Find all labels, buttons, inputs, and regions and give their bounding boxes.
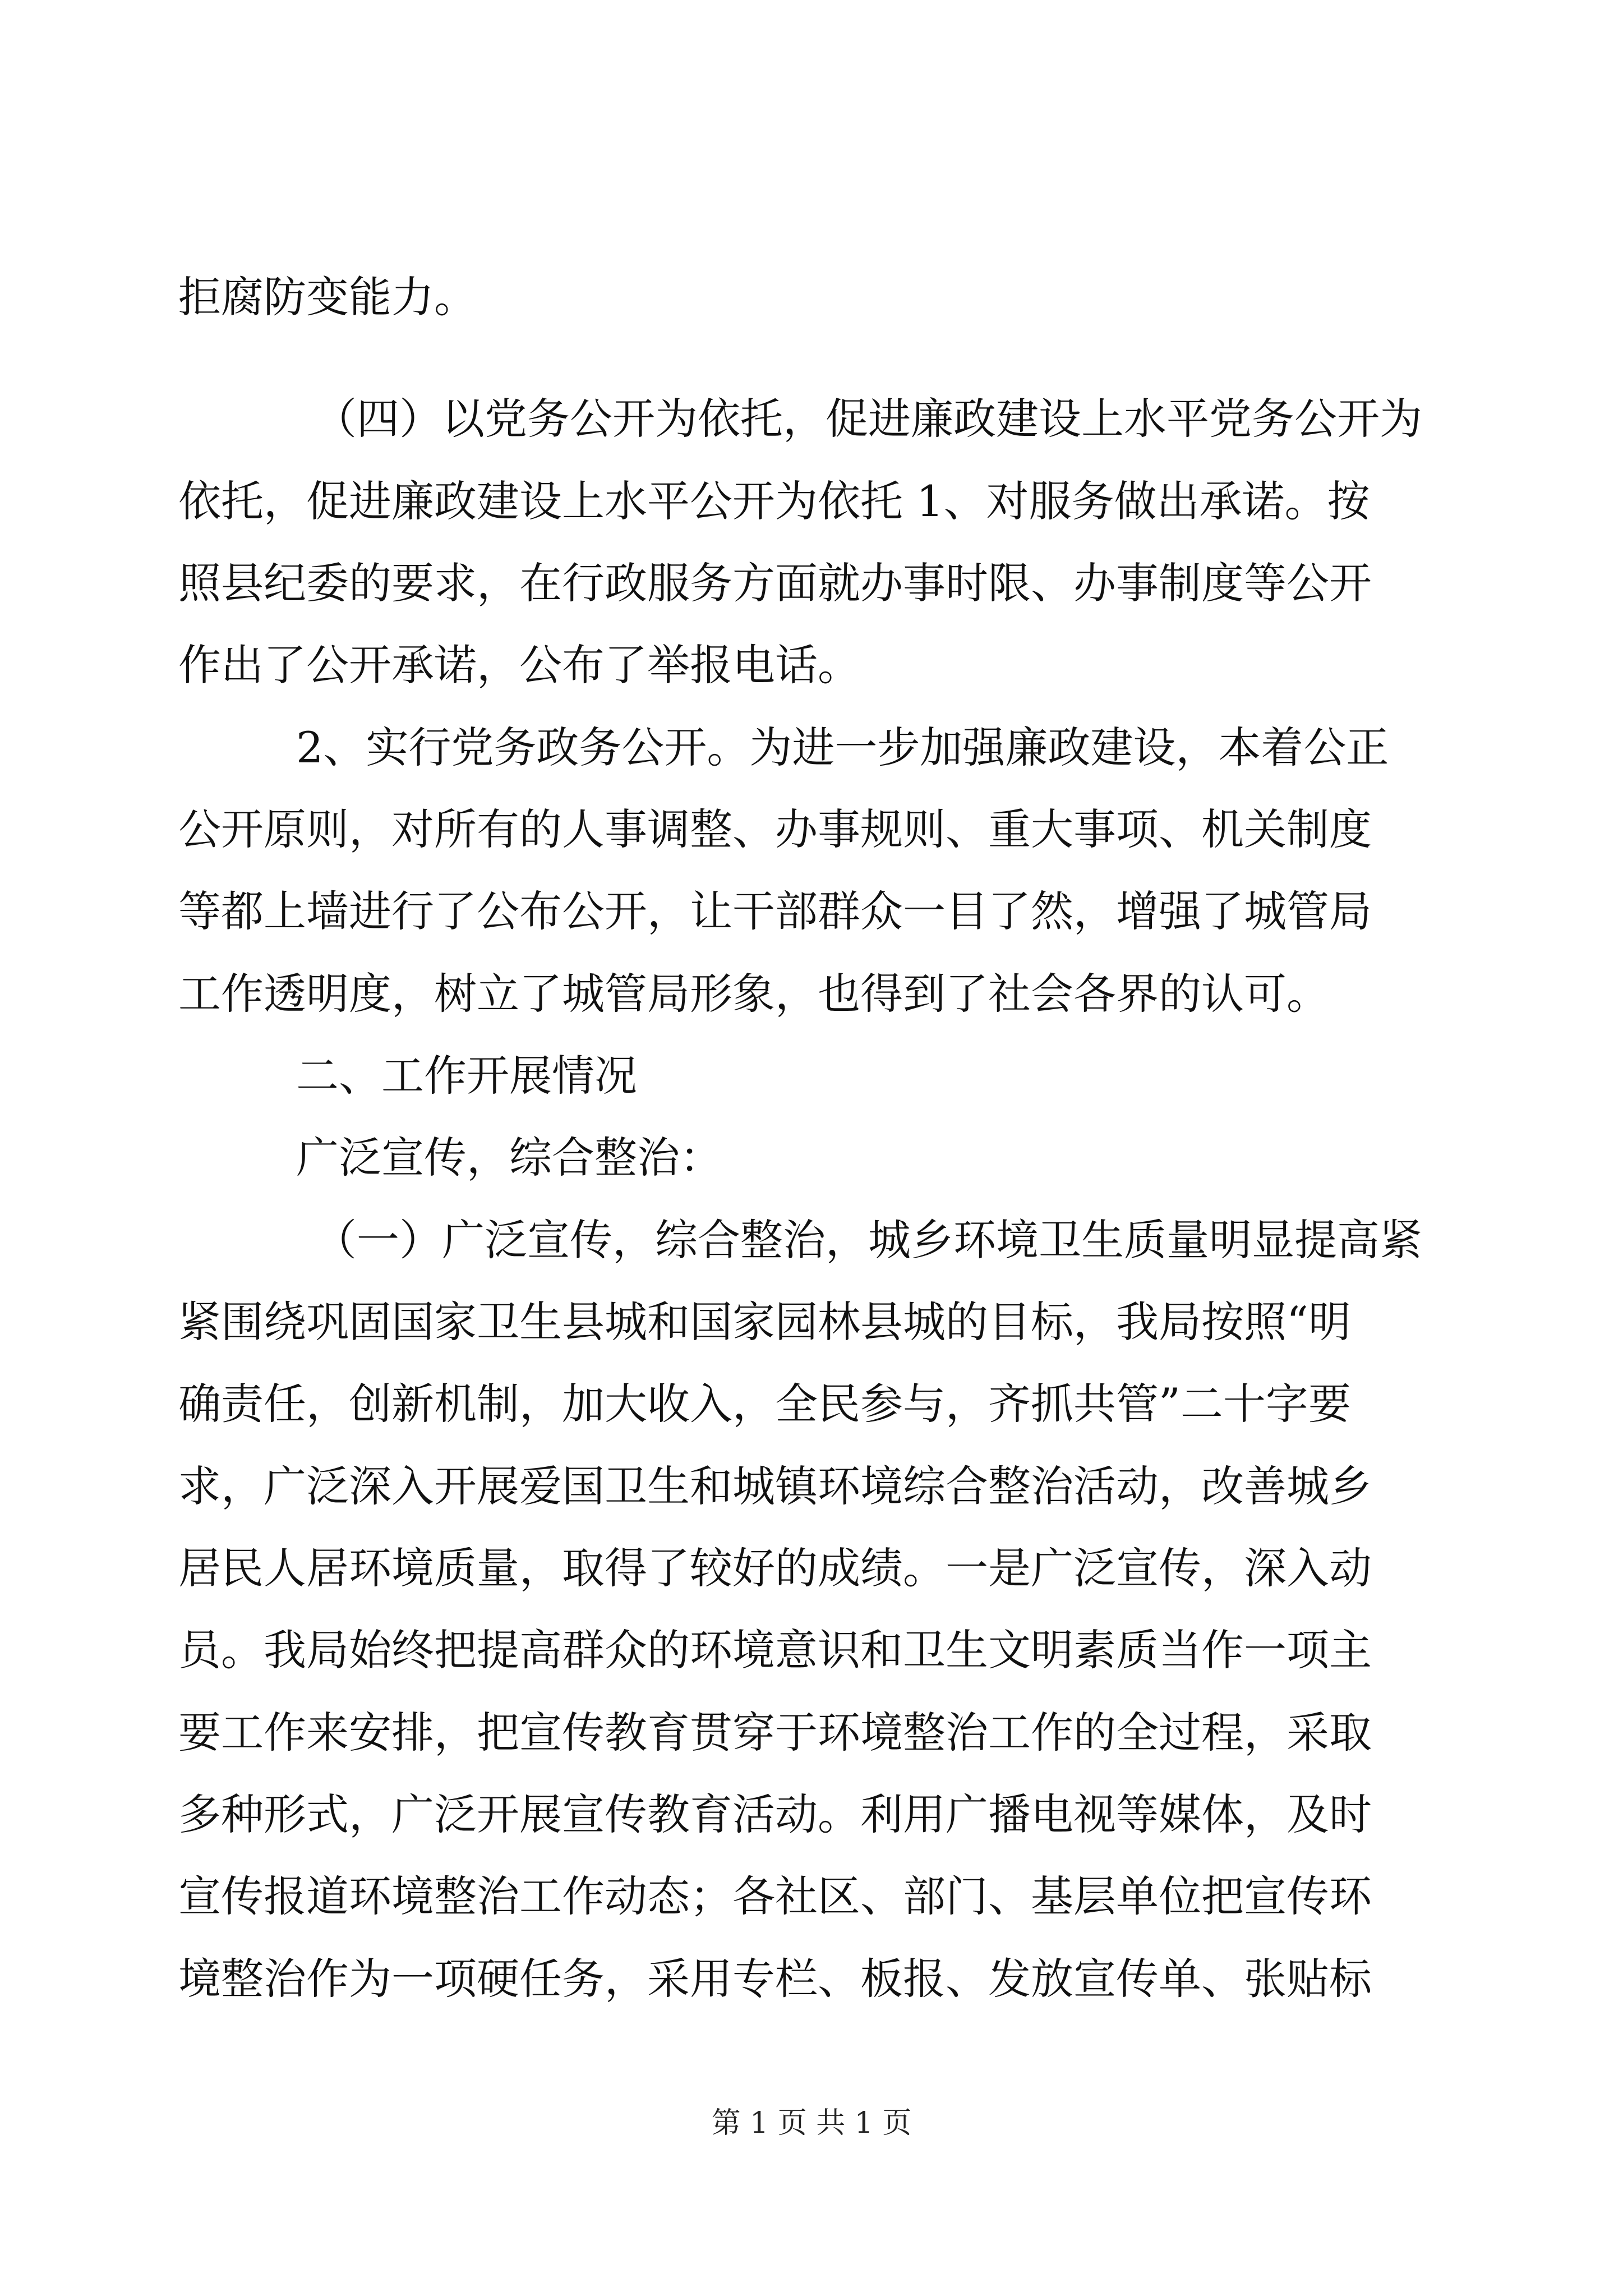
text-line-7: 公开原则，对所有的人事调整、办事规则、重大事项、机关制度 (178, 804, 1372, 854)
text-line-16: 居民人居环境质量，取得了较好的成绩。一是广泛宣传，深入动 (178, 1543, 1372, 1593)
text-line-5: 作出了公开承诺，公布了举报电话。 (178, 640, 860, 690)
text-line-6: 2、实行党务政务公开。为进一步加强廉政建设，本着公正 (296, 723, 1389, 772)
text-line-12: （一）广泛宣传，综合整治，城乡环境卫生质量明显提高紧 (314, 1215, 1422, 1265)
text-line-13: 紧围绕巩固国家卫生县城和国家园林县城的目标，我局按照“明 (178, 1297, 1351, 1347)
section-heading: 二、工作开展情况 (296, 1051, 637, 1101)
text-line-19: 多种形式，广泛开展宣传教育活动。利用广播电视等媒体，及时 (178, 1789, 1372, 1839)
text-line-8: 等都上墙进行了公布公开，让干部群众一目了然，增强了城管局 (178, 886, 1372, 936)
text-line-17: 员。我局始终把提高群众的环境意识和卫生文明素质当作一项主 (178, 1625, 1372, 1675)
text-line-2: （四）以党务公开为依托，促进廉政建设上水平党务公开为 (314, 394, 1422, 444)
page-footer: 第 1 页 共 1 页 (711, 2106, 912, 2140)
text-line-15: 求，广泛深入开展爱国卫生和城镇环境综合整治活动，改善城乡 (178, 1461, 1372, 1511)
text-line-9: 工作透明度，树立了城管局形象，也得到了社会各界的认可。 (178, 969, 1329, 1019)
text-line-20: 宣传报道环境整治工作动态；各社区、部门、基层单位把宣传环 (178, 1871, 1372, 1921)
text-line-1: 拒腐防变能力。 (178, 272, 477, 322)
text-line-18: 要工作来安排，把宣传教育贯穿于环境整治工作的全过程，采取 (178, 1708, 1372, 1757)
text-line-4: 照县纪委的要求，在行政服务方面就办事时限、办事制度等公开 (178, 558, 1372, 608)
text-line-11: 广泛宣传，综合整治： (296, 1133, 722, 1182)
text-line-3: 依托，促进廉政建设上水平公开为依托 1、对服务做出承诺。按 (178, 476, 1370, 526)
text-line-14: 确责任，创新机制，加大收入，全民参与，齐抓共管”二十字要 (178, 1379, 1351, 1429)
text-line-21: 境整治作为一项硬任务，采用专栏、板报、发放宣传单、张贴标 (178, 1954, 1372, 2004)
